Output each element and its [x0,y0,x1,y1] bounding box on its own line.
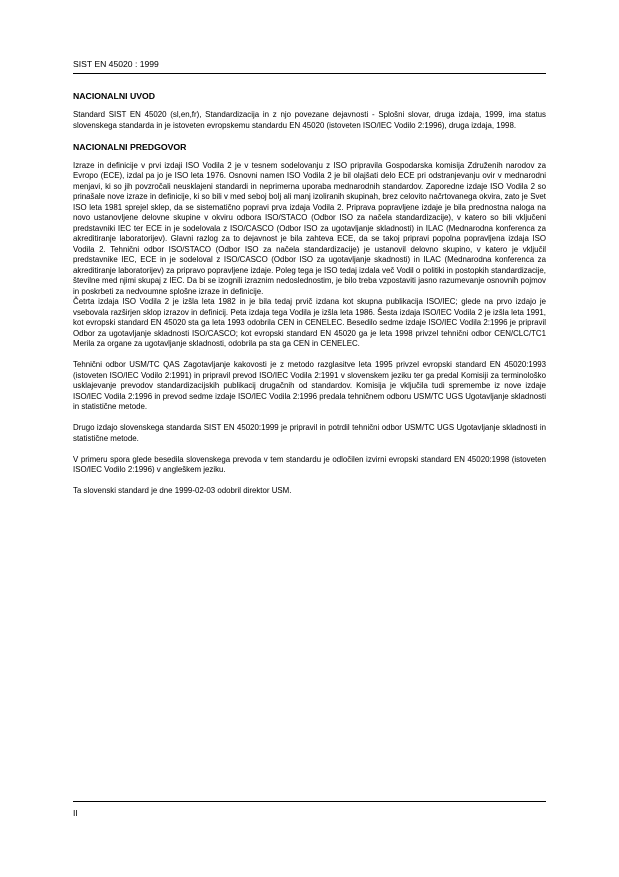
section-nacionalni-predgovor [73,142,546,497]
page-content [73,91,546,507]
paragraph: Izraze in definicije v prvi izdaji ISO Vodila 2 je v tesnem sodelovanju z ISO pripravila Gospodarska komisija Združenih narodov za Evropo (ECE), izdal pa jo je ISO leta 1976. Osnovni namen ISO Vodila 2 je bil olajšati delo ECE pri odstranjevanju ovir v mednarodni menjavi, ki so jih povzročali neusklajeni standardi in neprimerna uporaba mednarodnih standardov. Zaporedne izdaje ISO Vodila 2 so prinašale nove izraze in definicije, ki so bili v med seboj bolj ali manj izoliranih skupinah, brez celovito načrtovanega okvira, zato je Svet ISO leta 1981 sprejel sklep, da se sistematično popravi prva izdaja Vodila 2. Priprava popravljene izdaje je bila prednostna naloga na novo ustanovljene delovne skupine v okviru odbora ISO/STACO (Odbor ISO za načela standardizacije), v katero so bili vključeni predstavniki IEC ter ECE in je sodelovala z ISO/CASCO (Odbor ISO za ugotavljanje skladnosti) in ILAC (Mednarodna konferenca za akreditiranje laboratorijev). Glavni razlog za to dejavnost je bila zahteva ECE, da se takoj pripravi popolna popravljena izdaja ISO Vodila 2. Tehnični odbor ISO/STACO (Odbor ISO za načela standardizacije) je ustanovil delovno skupino, v katero je vključil predstavnike IEC, ECE in je sodeloval z ISO/CASCO (Odbor ISO za ugotavljanje skadnosti) in ILAC (Mednarodna konferenca za akreditiranje laboratorijev) za pripravo popravljene izdaje. Poleg tega je ISO tedaj izdala več Vodil o politiki in postopkih standardizacije, številne med njimi skupaj z IEC. Da bi se izognili izraznim nedoslednostim, je bilo treba vzpostaviti jasno razumevanje osnovnih pojmov in poskrbeti za nedvoumne splošne izraze in definicije. [73,160,546,296]
header-document-id: SIST EN 45020 : 1999 [73,59,159,69]
paragraph: Drugo izdajo slovenskega standarda SIST EN 45020:1999 je pripravil in potrdil tehnični odbor USM/TC UGS Ugotavljanje skladnosti in statistične metode. [73,423,546,443]
footer-rule [73,801,546,802]
section-heading: NACIONALNI UVOD [73,91,156,101]
page-number: II [73,808,78,818]
paragraph: V primeru spora glede besedila slovenskega prevoda v tem standardu je odločilen izvirni evropski standard EN 45020:1998 (istoveten ISO/IEC Vodilo 2:1996) v angleškem jeziku. [73,454,546,474]
section-heading: NACIONALNI PREDGOVOR [73,141,187,152]
paragraph: Ta slovenski standard je dne 1999-02-03 odobril direktor USM. [73,486,292,495]
section-nacionalni-uvod [73,91,546,131]
paragraph: Standard SIST EN 45020 (sl,en,fr), Standardizacija in z njo povezane dejavnosti - Splošni slovar, druga izdaja, 1999, ima status slovenskega standarda in je istoveten evropskemu standardu EN 45020 (istoveten ISO/IEC Vodilo 2:1996), druga izdaja, 1998. [73,110,546,130]
paragraph: Tehnični odbor USM/TC QAS Zagotavljanje kakovosti je z metodo razglasitve leta 1995 privzel evropski standard EN 45020:1993 (istoveten ISO/IEC Vodilo 2:1991) in pripravil prevod ISO/IEC Vodila 2:1991 v slovenskem jeziku ter ga predal Komisiji za terminološko usklajevanje prevodov standardizacijskih publikacij drugačnih od standardov. Komisija je vključila tudi spremembe iz nove izdaje ISO/IEC Vodila 2:1996 in prevod sedme izdaje ISO/IEC Vodila 2:1996 predala tehničnem odboru USM/TC UGS Ugotavljanje skladnosti in statistične metode. [73,360,546,411]
paragraph: Četrta izdaja ISO Vodila 2 je izšla leta 1982 in je bila tedaj prvič izdana kot skupna publikacija ISO/IEC; glede na prvo izdajo je vsebovala razširjen sklop izrazov in definicij. Peta izdaja tega Vodila je izšla leta 1986. Šesta izdaja ISO/IEC Vodila 2 je izšla leta 1991, kot evropski standard EN 45020 sta ga leta 1993 odobrila CEN in CENELEC. Besedilo sedme izdaje ISO/IEC Vodila 2:1996 je pripravil Odbor za ugotavljanje skladnosti ISO/CASCO; kot evropski standard EN 45020 ga je leta 1998 privzel tehnični odbor CEN/CLC/TC1 Merila za organe za ugotavljanje skladnosti, odobrila pa sta ga CEN in CENELEC. [73,297,546,348]
header-rule [73,73,546,74]
